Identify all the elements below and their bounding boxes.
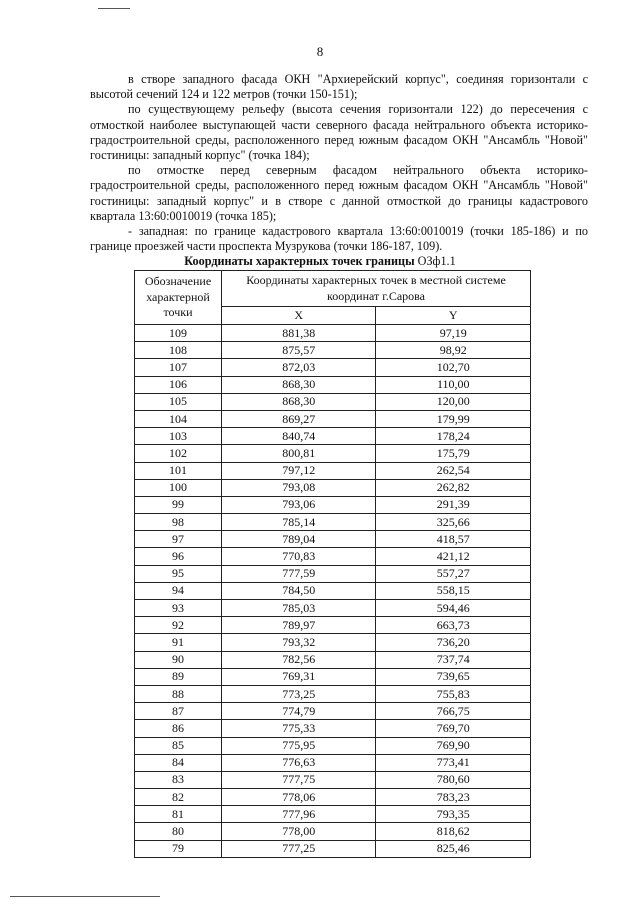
y-cell: 773,41 [376,754,531,771]
y-cell: 325,66 [376,514,531,531]
point-id-cell: 101 [135,462,222,479]
y-cell: 793,35 [376,806,531,823]
table-row [135,582,531,599]
x-cell: 777,59 [222,565,376,582]
point-id-cell: 96 [135,548,222,565]
table-row [135,565,531,582]
paragraph: по отмостке перед северным фасадом нейтрального объекта историко-градостроительной среды, расположенного перед южным фасадом ОКН "Ансамбль "Новой" гостиницы: западный корпус" и в створе с данной отмосткой до границы кадастрового квартала 13:60:0010019 (точка 185); [90,163,588,223]
y-cell: 594,46 [376,600,531,617]
table-row [135,754,531,771]
page-number: 8 [316,44,324,59]
paragraph: в створе западного фасада ОКН "Архиерейский корпус", соединяя горизонтали с высотой сечений 124 и 122 метров (точки 150-151); [90,72,588,102]
x-cell: 778,00 [222,823,376,840]
table-caption [0,254,640,269]
x-cell: 868,30 [222,376,376,393]
x-cell: 777,25 [222,840,376,857]
table-row [135,806,531,823]
y-cell: 418,57 [376,531,531,548]
y-cell: 179,99 [376,410,531,427]
x-cell: 789,04 [222,531,376,548]
table-caption-title: Координаты характерных точек границы [184,254,415,268]
point-id-cell: 90 [135,651,222,668]
y-cell: 262,54 [376,462,531,479]
table-row [135,789,531,806]
table-row [135,720,531,737]
table-row [135,445,531,462]
point-id-cell: 102 [135,445,222,462]
point-id-cell: 99 [135,496,222,513]
y-cell: 769,70 [376,720,531,737]
header-point-designation: Обозначение характерной точки [135,271,222,325]
table-row [135,668,531,685]
table-row [135,428,531,445]
table-row [135,823,531,840]
x-cell: 778,06 [222,789,376,806]
x-cell: 785,14 [222,514,376,531]
x-cell: 793,08 [222,479,376,496]
table-row [135,840,531,857]
table-row [135,376,531,393]
point-id-cell: 91 [135,634,222,651]
x-cell: 789,97 [222,617,376,634]
header-y: Y [376,307,531,325]
table-row [135,600,531,617]
x-cell: 800,81 [222,445,376,462]
scan-artifact-top [98,8,130,9]
x-cell: 840,74 [222,428,376,445]
paragraph: - западная: по границе кадастрового квартала 13:60:0010019 (точки 185-186) и по границе проезжей части проспекта Музрукова (точки 186-187, 109). [90,224,588,254]
point-id-cell: 98 [135,514,222,531]
y-cell: 98,92 [376,342,531,359]
table-row [135,634,531,651]
point-id-cell: 109 [135,325,222,342]
y-cell: 291,39 [376,496,531,513]
x-cell: 775,33 [222,720,376,737]
point-id-cell: 81 [135,806,222,823]
x-cell: 775,95 [222,737,376,754]
table-row [135,393,531,410]
x-cell: 868,30 [222,393,376,410]
y-cell: 766,75 [376,703,531,720]
x-cell: 869,27 [222,410,376,427]
x-cell: 797,12 [222,462,376,479]
table-row [135,651,531,668]
point-id-cell: 93 [135,600,222,617]
table-row [135,531,531,548]
y-cell: 780,60 [376,771,531,788]
table-row [135,496,531,513]
point-id-cell: 86 [135,720,222,737]
point-id-cell: 106 [135,376,222,393]
x-cell: 872,03 [222,359,376,376]
point-id-cell: 88 [135,685,222,702]
point-id-cell: 84 [135,754,222,771]
y-cell: 97,19 [376,325,531,342]
y-cell: 769,90 [376,737,531,754]
table-caption-code: ОЗф1.1 [417,254,456,268]
y-cell: 739,65 [376,668,531,685]
table-row [135,703,531,720]
header-x: X [222,307,376,325]
table-row [135,548,531,565]
table-row [135,479,531,496]
point-id-cell: 80 [135,823,222,840]
x-cell: 769,31 [222,668,376,685]
x-cell: 777,75 [222,771,376,788]
y-cell: 262,82 [376,479,531,496]
x-cell: 875,57 [222,342,376,359]
point-id-cell: 100 [135,479,222,496]
y-cell: 178,24 [376,428,531,445]
x-cell: 777,96 [222,806,376,823]
point-id-cell: 105 [135,393,222,410]
point-id-cell: 82 [135,789,222,806]
y-cell: 102,70 [376,359,531,376]
body-text [90,72,588,254]
point-id-cell: 89 [135,668,222,685]
paragraph: по существующему рельефу (высота сечения горизонтали 122) до пересечения с отмосткой наиболее выступающей части северного фасада нейтрального объекта историко-градостроительной среды, расположенного перед южным фасадом ОКН "Ансамбль "Новой" гостиницы: западный корпус" (точка 184); [90,102,588,163]
point-id-cell: 83 [135,771,222,788]
y-cell: 557,27 [376,565,531,582]
x-cell: 881,38 [222,325,376,342]
y-cell: 421,12 [376,548,531,565]
table-row [135,410,531,427]
point-id-cell: 95 [135,565,222,582]
header-coordinates: Координаты характерных точек в местной системе координат г.Сарова [222,271,531,307]
y-cell: 755,83 [376,685,531,702]
table-row [135,342,531,359]
x-cell: 785,03 [222,600,376,617]
point-id-cell: 92 [135,617,222,634]
point-id-cell: 107 [135,359,222,376]
y-cell: 736,20 [376,634,531,651]
table-row [135,359,531,376]
x-cell: 793,32 [222,634,376,651]
y-cell: 120,00 [376,393,531,410]
table-row [135,514,531,531]
coordinates-table [134,270,531,858]
x-cell: 773,25 [222,685,376,702]
x-cell: 776,63 [222,754,376,771]
x-cell: 774,79 [222,703,376,720]
point-id-cell: 108 [135,342,222,359]
y-cell: 558,15 [376,582,531,599]
table-row [135,325,531,342]
table-row [135,462,531,479]
y-cell: 737,74 [376,651,531,668]
x-cell: 782,56 [222,651,376,668]
point-id-cell: 97 [135,531,222,548]
table-row [135,737,531,754]
y-cell: 175,79 [376,445,531,462]
point-id-cell: 85 [135,737,222,754]
scan-artifact-bottom [10,896,160,897]
x-cell: 770,83 [222,548,376,565]
y-cell: 825,46 [376,840,531,857]
x-cell: 793,06 [222,496,376,513]
table-row [135,771,531,788]
y-cell: 783,23 [376,789,531,806]
point-id-cell: 87 [135,703,222,720]
point-id-cell: 103 [135,428,222,445]
y-cell: 663,73 [376,617,531,634]
y-cell: 818,62 [376,823,531,840]
point-id-cell: 94 [135,582,222,599]
y-cell: 110,00 [376,376,531,393]
point-id-cell: 104 [135,410,222,427]
table-row [135,617,531,634]
x-cell: 784,50 [222,582,376,599]
point-id-cell: 79 [135,840,222,857]
table-row [135,685,531,702]
